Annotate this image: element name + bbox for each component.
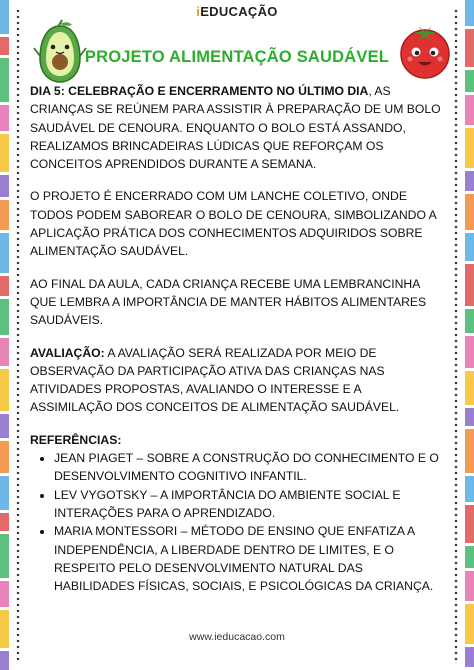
paragraph-lembrancinha: AO FINAL DA AULA, CADA CRIANÇA RECEBE UMA LEMBRANCINHA QUE LEMBRA A IMPORTÂNCIA DE MANTER HÁBITOS ALIMENTARES SAUDÁVEIS. — [30, 276, 427, 328]
left-dotted-border — [16, 8, 20, 664]
strip-segment — [0, 338, 9, 366]
strip-segment — [465, 571, 474, 601]
left-color-strip — [0, 0, 9, 670]
page-title: PROJETO ALIMENTAÇÃO SAUDÁVEL — [84, 48, 390, 66]
strip-segment — [465, 171, 474, 191]
strip-segment — [465, 309, 474, 333]
strip-segment — [0, 651, 9, 670]
reference-item: • JEAN PIAGET – SOBRE A CONSTRUÇÃO DO CONHECIMENTO E O DESENVOLVIMENTO COGNITIVO INFANTIL. — [54, 449, 444, 486]
strip-segment — [465, 70, 474, 92]
strip-segment — [0, 276, 9, 296]
brand-logo-i: i — [196, 4, 201, 19]
strip-segment — [465, 194, 474, 230]
right-dotted-border — [454, 8, 458, 664]
strip-segment — [465, 371, 474, 405]
right-color-strip — [465, 0, 474, 670]
strip-segment — [0, 414, 9, 438]
strip-segment — [0, 581, 9, 607]
dia5-heading: : CELEBRAÇÃO E ENCERRAMENTO NO ÚLTIMO DIA — [60, 84, 369, 98]
strip-segment — [0, 513, 9, 531]
referencias-heading: REFERÊNCIAS: — [30, 432, 122, 447]
strip-segment — [0, 200, 9, 230]
strip-segment — [465, 505, 474, 543]
references-list — [30, 449, 444, 595]
strip-segment — [465, 647, 474, 667]
strip-segment — [465, 546, 474, 568]
dia5-text: , AS CRIANÇAS SE REÚNEM PARA ASSISTIR À PREPARAÇÃO DE UM BOLO SAUDÁVEL DE CENOURA. ENQUANTO O BOLO ESTÁ ASSANDO, REALIZAMOS BRINCADEIRAS LÚDICAS QUE REFORÇAM OS CONCEITOS APRENDIDOS DURANTE A SEMANA. — [30, 84, 441, 172]
strip-segment — [0, 299, 9, 335]
brand-logo-text: EDUCAÇÃO — [200, 4, 278, 19]
strip-segment — [465, 95, 474, 125]
paragraph-dia5 — [30, 82, 444, 173]
strip-segment — [0, 105, 9, 131]
strip-segment — [465, 128, 474, 168]
strip-segment — [0, 534, 9, 578]
avaliacao-text: A AVALIAÇÃO SERÁ REALIZADA POR MEIO DE OBSERVAÇÃO DA PARTICIPAÇÃO ATIVA DAS CRIANÇAS NAS ATIVIDADES PROPOSTAS, AVALIANDO O INTERESSE E A ASSIMILAÇÃO DOS CONCEITOS DE ALIMENTAÇÃO SAUDÁVEL. — [30, 345, 400, 415]
paragraph-encerramento: O PROJETO É ENCERRADO COM UM LANCHE COLETIVO, ONDE TODOS PODEM SABOREAR O BOLO DE CENOURA, SIMBOLIZANDO A APLICAÇÃO PRÁTICA DOS CONHECIMENTOS ADQUIRIDOS SOBRE ALIMENTAÇÃO SAUDÁVEL. — [30, 189, 437, 259]
paragraph-avaliacao — [30, 344, 444, 417]
strip-segment — [0, 233, 9, 273]
avaliacao-label: AVALIAÇÃO: — [30, 345, 105, 360]
reference-item: • LEV VYGOTSKY – A IMPORTÂNCIA DO AMBIENTE SOCIAL E INTERAÇÕES PARA O APRENDIZADO. — [54, 486, 444, 523]
document-body — [30, 82, 444, 595]
reference-item: • MARIA MONTESSORI – MÉTODO DE ENSINO QUE ENFATIZA A INDEPENDÊNCIA, A LIBERDADE DENTRO DE LIMITES, E O RESPEITO PELO DESENVOLVIMENTO NATURAL DAS HABILIDADES FÍSICAS, SOCIAIS, E PSICOLÓGICAS DA CRIANÇA. — [54, 522, 444, 595]
strip-segment — [465, 429, 474, 473]
brand-logo — [0, 4, 474, 19]
dia5-label: DIA 5 — [30, 84, 61, 98]
strip-segment — [465, 408, 474, 426]
strip-segment — [465, 476, 474, 502]
strip-segment — [0, 134, 9, 172]
strip-segment — [465, 264, 474, 306]
strip-segment — [0, 175, 9, 197]
strip-segment — [465, 233, 474, 261]
strip-segment — [0, 476, 9, 510]
strip-segment — [0, 369, 9, 411]
strip-segment — [0, 441, 9, 473]
strip-segment — [465, 336, 474, 368]
footer-url: www.ieducacao.com — [189, 631, 285, 643]
